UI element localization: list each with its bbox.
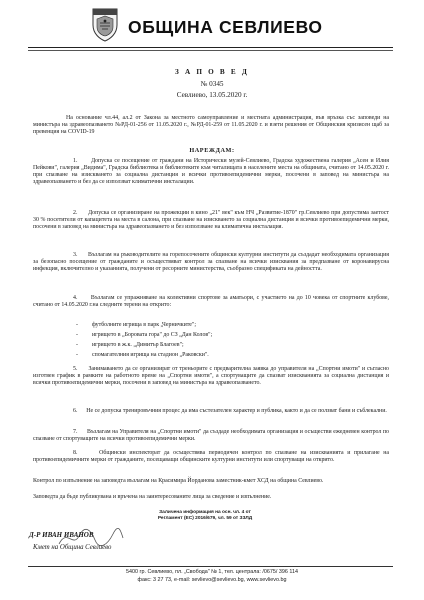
distribution-paragraph: Заповедта да бъде публикувана и връчена на заинтересованите лица за сведение и изпълнение. [33,494,272,500]
footer-address: 5400 гр. Севлиево, пл. „Свобода" № 1, тел. централа: /0675/ 396 114 [126,569,298,575]
order-item-1 [33,158,389,186]
list-item: - спомагателния игрища на стадион „Раковски". [76,350,212,360]
order-item-2-text: 2. Допуска се организиране на прожекции в кино „21" век" към НЧ „Развитие-1870" гр.Севлиево при допустима заетост 30 % посетители от капацитета на места в салона, при спазване на изискването за социална дистанция и всички противоепидемични мерки, посочени в заповед на министъра на здравеопазването и без използване на климатична инсталация. [33,210,389,231]
footer-contacts: факс: 3 27 73, e-mail: sevlievo@sevlievo.bg, www.sevlievo.bg [137,577,287,583]
municipal-crest-icon [90,5,120,43]
order-item-4-text: 4. Възлагам се упражняване на колективни спортове за аматьори, с участието на до 10 човека от спортните клубове, считано от 14.05.2020 г.на следните терени на открито: [33,295,389,309]
order-item-1-text: 1. Допуска се посещение от граждани на Исторически музей-Севлиево, Градска художествена галерия „Асен и Илия Пейкови", галерия „Видима", Градска библиотека и библиотеките към читалищата в населените места на общината, считано от 14.05.2020 г. при спазване на изискването за социална дистанция и всички противоепидемични мерки, посочени в заповед на министъра на здравеопазването и без да се използват климатични инсталации. [33,158,389,186]
municipality-title: ОБЩИНА СЕВЛИЕВО [128,17,323,37]
redaction-notice [105,510,305,522]
order-item-8 [33,450,389,464]
order-number: № 0345 [200,80,224,88]
order-item-6 [33,408,389,415]
order-heading: НАРЕЖДАМ: [189,147,235,154]
list-item: - футболните игрища в парк „Черничките"; [76,320,212,330]
list-item: - игрището в „Боровата гора" до СЗ „Дан Колов"; [76,330,212,340]
order-item-4 [33,295,389,309]
footer-divider [28,566,393,567]
header-divider-thin [28,50,393,51]
order-item-7-text: 7. Възлагам на Управителя на „Спортни имоти" да създаде необходимата организация и осъществи ежедневен контрол по спазване от спортуващите на всички противоепидемични мерки. [33,429,389,443]
order-title: З А П О В Е Д [174,68,250,76]
control-paragraph: Контрол по изпълнение на заповедта възлагам на Красимира Йорданова заместник-кмет ХСД на община Севлиево. [33,478,324,484]
order-place-date: Севлиево, 13.05.2020 г. [176,91,248,99]
order-item-5 [33,366,389,387]
signatory-name: Д-Р ИВАН ИВАНОВ [29,531,94,539]
venue-list [76,320,212,360]
signatory-role: Кмет на Община Севлиево [33,544,112,551]
redaction-notice-line2: Регламент (ЕС) 2016/679, чл. 59 от ЗЗЛД [157,516,253,521]
order-item-3 [33,252,389,273]
list-item: - игрището в ж.к. „Димитър Благоев"; [76,340,212,350]
order-item-2 [33,210,389,231]
order-item-5-text: 5. Занимаването да се организират от треньорите с предварителна заявка до управителя на „Спортни имоти" и съгласно изготвен график в рамките на работното време на „Спортни имоти", а спортуващите да спазват изискванията за социална дистанция и всички противоепидемични мерки, посочени в заповед на министъра на здравеопазването. [33,366,389,387]
preamble: На основание чл.44, ал.2 от Закона за местното самоуправление и местната администрация, във връзка със заповеди на министъра на здравеопазването №РД-01-256 от 11.05.2020 г., №РД-01-259 от 11.05.2020 г. и взети решения от Общинския кризисен щаб за превенция на COVID-19 [33,115,389,136]
order-item-8-text: 8. Общински инспекторат да осъществява периодичен контрол по спазване на изискванията и прилагане на противоепидемичните мерки от гражданите, посещаващи общинските културни институти или спортуващи на открито. [33,450,389,464]
order-item-7 [33,429,389,443]
order-item-3-text: 3. Възлагам на ръководителите на горепосочените общински културни институти да създадат необходимата организация за безопасно посещение от гражданите и осъществяват контрол за спазване на всички изисквания за предпазване от коронавирусна инфекция, включително и указанията, получени от ресорните министерства, съобразно спецификата на дейността. [33,252,389,273]
redaction-notice-line1: Заличена информация на осн. чл. 4 от [159,510,251,515]
header-divider [28,47,393,48]
order-item-6-text: 6. Не се допуска тренировъчния процес да има състезателен характер и публика, както и да се ползват бани и съблекални. [73,408,387,414]
